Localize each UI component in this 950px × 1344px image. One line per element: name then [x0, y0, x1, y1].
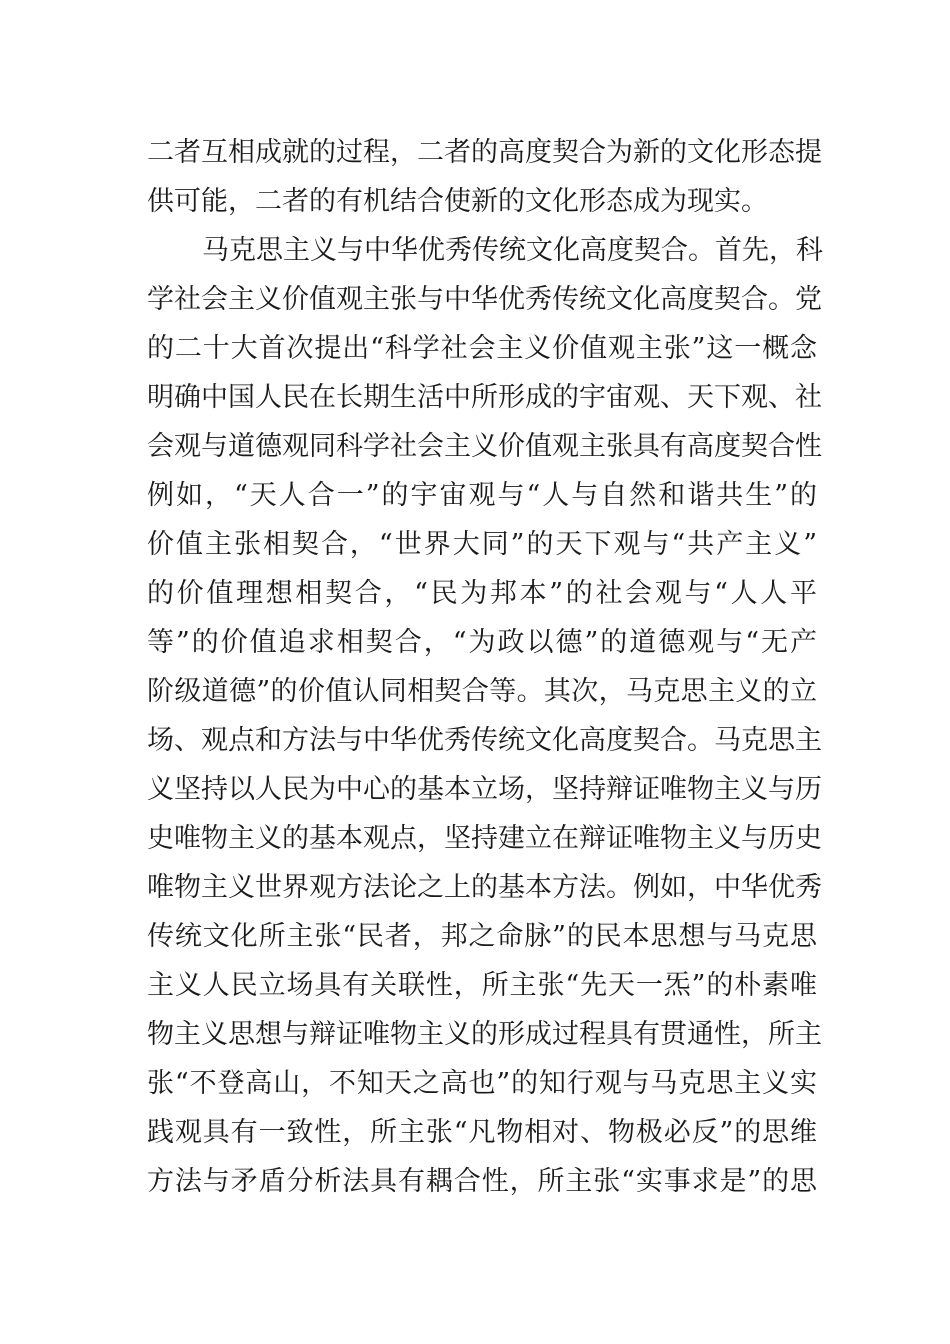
text-line: 义坚持以人民为中心的基本立场，坚持辩证唯物主义与历 [147, 774, 822, 805]
text-line: 传统文化所主张“民者，邦之命脉”的民本思想与马克思 [147, 921, 817, 952]
text-line: 供可能，二者的有机结合使新的文化形态成为现实。 [147, 186, 768, 217]
text-line: 例如，“天人合一”的宇宙观与“人与自然和谐共生”的 [147, 480, 817, 511]
text-line: 主义人民立场具有关联性，所主张“先天一炁”的朴素唯 [147, 970, 817, 1001]
text-line: 践观具有一致性，所主张“凡物相对、物极必反”的思维 [147, 1117, 817, 1148]
text-line: 唯物主义世界观方法论之上的基本方法。例如，中华优秀 [147, 872, 822, 903]
paragraph-first-line: 马克思主义与中华优秀传统文化高度契合。首先，科 [202, 235, 823, 266]
text-line: 等”的价值追求相契合，“为政以德”的道德观与“无产 [147, 627, 817, 658]
text-line: 二者互相成就的过程，二者的高度契合为新的文化形态提 [147, 137, 822, 168]
text-line: 会观与道德观同科学社会主义价值观主张具有高度契合性 [147, 431, 822, 462]
text-line: 的价值理想相契合，“民为邦本”的社会观与“人人平 [147, 578, 817, 609]
text-line: 物主义思想与辩证唯物主义的形成过程具有贯通性，所主 [147, 1019, 822, 1050]
text-line: 张“不登高山，不知天之高也”的知行观与马克思主义实 [147, 1068, 817, 1099]
text-line: 场、观点和方法与中华优秀传统文化高度契合。马克思主 [147, 725, 822, 756]
text-line: 的二十大首次提出“科学社会主义价值观主张”这一概念 [147, 333, 817, 364]
text-line: 阶级道德”的价值认同相契合等。其次，马克思主义的立 [147, 676, 817, 707]
text-line: 学社会主义价值观主张与中华优秀传统文化高度契合。党 [147, 284, 822, 315]
text-line: 方法与矛盾分析法具有耦合性，所主张“实事求是”的思 [147, 1166, 817, 1197]
text-line: 明确中国人民在长期生活中所形成的宇宙观、天下观、社 [147, 382, 822, 413]
text-line: 价值主张相契合，“世界大同”的天下观与“共产主义” [147, 529, 817, 560]
body-text [147, 128, 823, 1206]
text-line: 史唯物主义的基本观点，坚持建立在辩证唯物主义与历史 [147, 823, 822, 854]
